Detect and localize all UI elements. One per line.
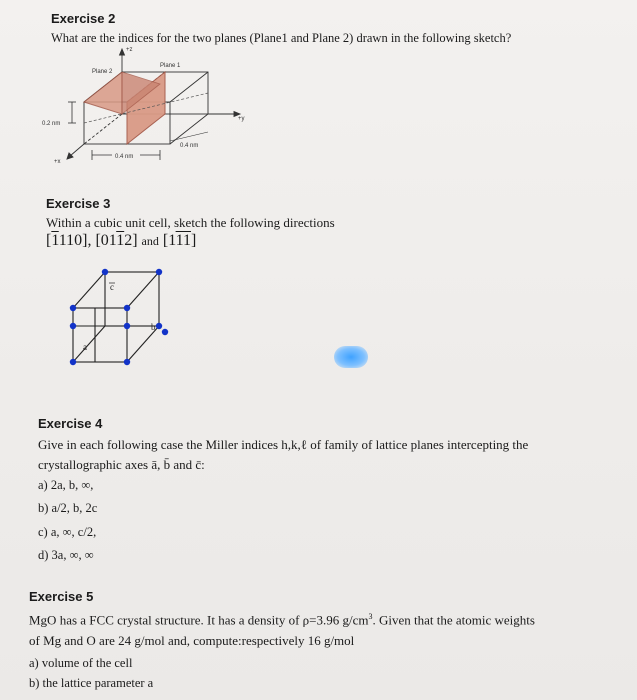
exercise-4-title: Exercise 4 — [38, 416, 103, 431]
cubic-unit-cell — [55, 262, 175, 374]
lattice-point — [124, 359, 130, 365]
exercise-4-line-1: Give in each following case the Miller indices h,k,ℓ of family of lattice planes intercepting the — [38, 437, 529, 452]
direction-list: [1110], [0112] and [111] — [46, 232, 197, 249]
dim-z-label: 0.2 nm — [42, 121, 61, 127]
exercise-5-part-b: b) the lattice parameter a — [29, 676, 154, 690]
plane-1-label: Plane 1 — [160, 63, 181, 69]
x-axis-label: +x — [54, 159, 61, 165]
exercise-5-title: Exercise 5 — [29, 589, 94, 604]
dim-x-label: 0.4 nm — [115, 154, 134, 160]
plane-sketch — [40, 46, 260, 176]
exercise-2-title: Exercise 2 — [51, 11, 116, 26]
plane-2-label: Plane 2 — [92, 69, 113, 75]
exercise-4-item-d: d) 3a, ∞, ∞ — [38, 548, 94, 562]
lattice-point — [156, 269, 162, 275]
exercise-5-line-2: of Mg and O are 24 g/mol and, compute:respectively 16 g/mol — [29, 633, 355, 648]
direction-3: [111] — [162, 232, 197, 249]
and-word: and — [141, 234, 159, 248]
exercise-3-title: Exercise 3 — [46, 196, 111, 211]
exercise-2-question: What are the indices for the two planes (Plane1 and Plane 2) drawn in the following sketch? — [51, 31, 512, 45]
exercise-3-question: Within a cubic unit cell, sketch the following directions — [46, 215, 335, 230]
direction-2: [0112] — [95, 232, 138, 249]
direction-1: [1110] — [46, 232, 88, 249]
lattice-point — [102, 269, 108, 275]
exercise-5-line-1: MgO has a FCC crystal structure. It has a density of ρ=3.96 $g/cm^3$. Given that the atomic weights — [29, 612, 535, 628]
lattice-point — [70, 323, 76, 329]
lattice-point — [70, 359, 76, 365]
exercise-4-line-2: crystallographic axes ā, b̄ and c̄: — [38, 457, 205, 472]
lattice-point — [70, 305, 76, 311]
lattice-point — [124, 323, 130, 329]
exercise-4-item-a: a) 2a, b, ∞, — [38, 478, 94, 492]
screen-reflection — [334, 346, 368, 368]
lattice-point — [156, 323, 162, 329]
z-axis-label: +z — [126, 47, 133, 53]
b-vector-label: b — [151, 322, 156, 332]
dim-y-label: 0.4 nm — [180, 143, 199, 149]
lattice-point — [162, 329, 168, 335]
a-vector-label: a — [83, 342, 87, 352]
lattice-point — [124, 305, 130, 311]
exercise-4-item-c: c) a, ∞, c/2, — [38, 525, 97, 539]
exercise-4-item-b: b) a/2, b, 2c — [38, 501, 98, 515]
exercise-5-part-a: a) volume of the cell — [29, 656, 133, 670]
y-axis-label: +y — [238, 116, 245, 122]
plane-2-shape — [84, 72, 122, 114]
c-vector-label: c — [110, 282, 114, 292]
